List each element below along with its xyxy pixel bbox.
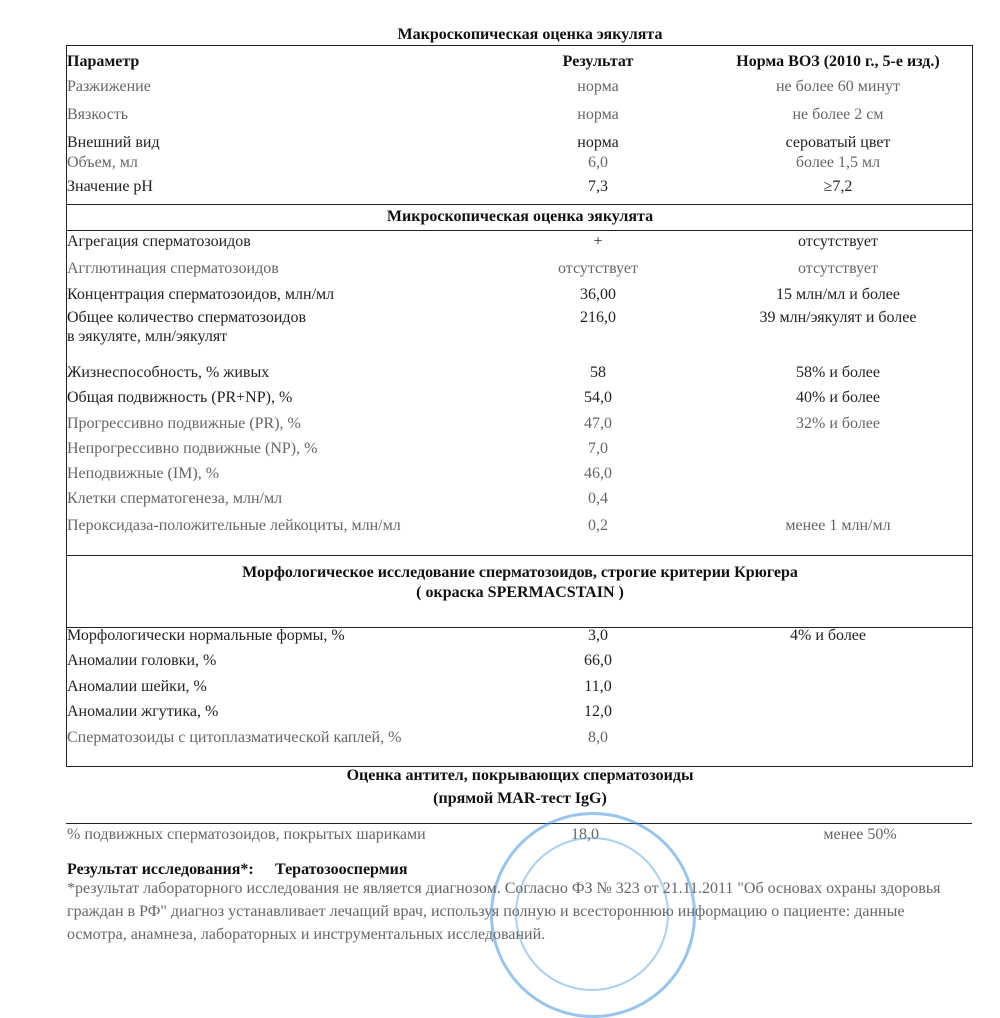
divider (66, 204, 972, 205)
row-parameter: Агрегация сперматозоидов (67, 233, 251, 250)
row-norm: более 1,5 мл (795, 154, 881, 171)
row-norm: 39 млн/эякулят и более (759, 309, 917, 326)
micro-title: Микроскопическая оценка эякулята (386, 208, 654, 225)
row-parameter: Общая подвижность (PR+NP), % (67, 389, 293, 406)
row-parameter: Общее количество сперматозоидов (67, 309, 307, 326)
row-parameter: Агглютинация сперматозоидов (67, 260, 279, 277)
row-norm: 58% и более (795, 364, 881, 381)
row-result: 11,0 (584, 678, 612, 695)
row-result: 0,4 (588, 490, 608, 507)
footnote-line: *результат лабораторного исследования не является диагнозом. Согласно ФЗ № 323 от 21.11.2011 "Об основах охраны здоровья (67, 880, 941, 897)
footnote-line: граждан в РФ" диагноз устанавливает лечащий врач, используя полную и всестороннюю информацию о пациенте: данные (67, 903, 905, 920)
footnote-line: осмотра, анамнеза, лабораторных и инструментальных исследований. (67, 926, 546, 943)
row-result: 47,0 (584, 415, 612, 432)
row-result: норма (577, 106, 619, 123)
row-result: 66,0 (584, 652, 612, 669)
row-parameter: Пероксидаза-положительные лейкоциты, млн/мл (67, 517, 401, 534)
row-result: 0,2 (588, 517, 608, 534)
row-parameter: Непрогрессивно подвижные (NP), % (67, 440, 318, 457)
result-value: Тератозооспермия (275, 861, 408, 878)
morph-title: Морфологическое исследование сперматозоидов, строгие критерии Крюгера (242, 564, 798, 581)
row-norm: 4% и более (789, 627, 867, 644)
row-parameter: Жизнеспособность, % живых (67, 364, 270, 381)
macro-title: Макроскопическая оценка эякулята (397, 26, 663, 43)
row-parameter: Аномалии головки, % (67, 652, 217, 669)
row-parameter: Значение pH (67, 178, 153, 195)
row-norm: сероватый цвет (785, 134, 891, 151)
row-norm: отсутствует (797, 233, 879, 250)
row-parameter: Объем, мл (67, 154, 138, 171)
row-result: норма (577, 78, 619, 95)
row-parameter: Прогрессивно подвижные (PR), % (67, 415, 301, 432)
row-norm: не более 2 см (792, 106, 884, 123)
row-parameter: Неподвижные (IM), % (67, 465, 220, 482)
row-result: 3,0 (588, 627, 608, 644)
row-parameter: Морфологически нормальные формы, % (67, 627, 345, 644)
row-result: 7,0 (588, 440, 608, 457)
row-parameter: в эякуляте, млн/эякулят (67, 328, 228, 345)
mar-title: Оценка антител, покрывающих сперматозоиды (346, 767, 694, 784)
row-result: 12,0 (584, 703, 612, 720)
row-norm: менее 1 млн/мл (785, 517, 891, 534)
row-parameter: Сперматозоиды с цитоплазматической каплей, % (67, 729, 402, 746)
result-label: Результат исследования*: (67, 861, 254, 878)
row-parameter: Внешний вид (67, 134, 160, 151)
divider (66, 823, 972, 824)
row-result: + (593, 233, 603, 250)
row-result: 216,0 (580, 309, 616, 326)
header-result: Результат (562, 53, 634, 70)
row-parameter: Вязкость (67, 106, 129, 123)
row-result: отсутствует (557, 260, 639, 277)
row-parameter: Аномалии шейки, % (67, 678, 207, 695)
divider (66, 230, 972, 231)
header-norm: Норма ВОЗ (2010 г., 5-е изд.) (736, 53, 940, 70)
row-norm: не более 60 минут (775, 78, 901, 95)
divider (66, 555, 972, 556)
row-norm: ≥7,2 (823, 178, 853, 195)
row-result: 58 (590, 364, 606, 381)
row-result: 36,00 (580, 286, 616, 303)
row-result: норма (577, 134, 619, 151)
row-parameter: Клетки сперматогенеза, млн/мл (67, 490, 283, 507)
row-parameter: Разжижение (67, 78, 151, 95)
row-result: 46,0 (584, 465, 612, 482)
mar-parameter: % подвижных сперматозоидов, покрытых шариками (67, 826, 426, 843)
row-result: 8,0 (588, 729, 608, 746)
row-norm: 40% и более (795, 389, 881, 406)
row-parameter: Концентрация сперматозоидов, млн/мл (67, 286, 335, 303)
header-parameter: Параметр (67, 53, 140, 70)
row-norm: 15 млн/мл и более (776, 286, 900, 303)
mar-norm: менее 50% (823, 826, 897, 843)
mar-subtitle: (прямой MAR-тест IgG) (433, 790, 607, 807)
row-norm: 32% и более (795, 415, 881, 432)
row-result: 54,0 (584, 389, 612, 406)
row-result: 6,0 (588, 154, 608, 171)
row-parameter: Аномалии жгутика, % (67, 703, 219, 720)
morph-subtitle: ( окраска SPERMACSTAIN ) (416, 584, 624, 601)
row-result: 7,3 (588, 178, 608, 195)
mar-result: 18,0 (571, 826, 599, 843)
row-norm: отсутствует (797, 260, 879, 277)
